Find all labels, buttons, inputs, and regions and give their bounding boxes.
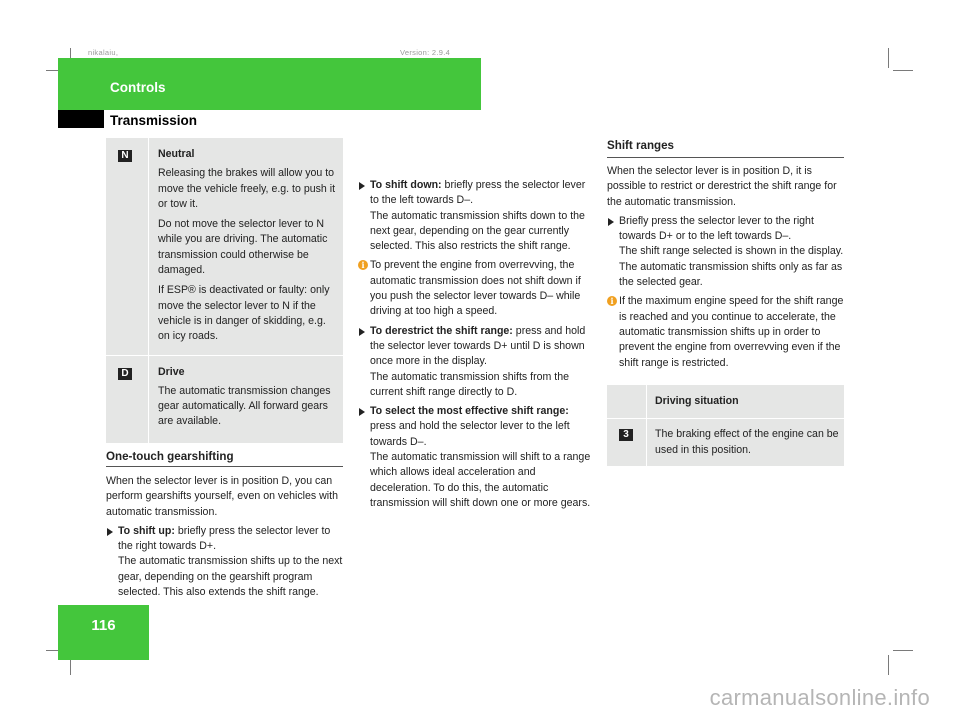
arrow-bullet-icon [608,218,614,226]
shift-range-text: Briefly press the selector lever to the right towards D+ or to the left towards D–. [619,214,814,243]
info-note [607,294,847,370]
section-tab [58,110,104,128]
crop-mark [888,655,889,675]
gear-paragraph: If ESP® is deactivated or faulty: only move the selector lever to N if the vehicle is in danger of skidding, e.g. on icy roads. [158,284,330,343]
section-title: Controls [110,80,166,95]
arrow-bullet-icon [359,182,365,190]
shift-range-step [607,214,847,245]
driving-situation-table [607,385,844,466]
info-text: If the maximum engine speed for the shift range is reached and you continue to accelerate, the automatic transmission shifts up in order to prevent the engine from overrevving even if the shift range is restricted. [619,295,844,369]
header-symbol-cell [607,385,647,418]
gear-description [149,356,343,443]
symbol-cell [607,419,647,466]
arrow-bullet-icon [359,408,365,416]
derestrict-label: To derestrict the shift range: [370,324,513,337]
watermark: carmanualsonline.info [709,685,930,710]
upshift-result: The automatic transmission shifts up to the next gear, depending on the gearshift program selected. This also extends the shift range. [118,555,343,599]
upshift-step [106,524,346,555]
downshift-text: briefly press the selector lever to the left towards D–. [370,179,586,207]
gear-table [106,138,343,443]
column-2-text [358,138,596,511]
gear-name: Neutral [158,148,195,160]
heading-rule [106,466,343,467]
one-touch-heading: One-touch gearshifting [106,450,234,463]
shift-ranges-heading: Shift ranges [607,139,674,152]
effective-result: The automatic transmission will shift to a range which allows ideal acceleration and deceleration. To do this, the automatic transmission will shift down one or more gears. [370,451,591,509]
gear-paragraph: Do not move the selector lever to N while you are driving. The automatic transmission could otherwise be damaged. [158,218,328,277]
arrow-bullet-icon [359,328,365,336]
info-icon: i [358,260,368,270]
crop-mark [893,70,913,71]
arrow-bullet-icon [107,528,113,536]
info-note [358,258,596,319]
effective-label: To select the most effective shift range: [370,405,569,418]
column-1-text [106,474,346,600]
downshift-step [358,178,596,209]
table-header-row [607,385,844,418]
table-cell: The braking effect of the engine can be used in this position. [655,428,839,456]
shift-ranges-intro: When the selector lever is in position D, it is possible to restrict or derestrict the shift range for the automatic transmission. [607,165,837,208]
derestrict-result: The automatic transmission shifts from the current shift range directly to D. [370,370,570,398]
gear-symbol-cell [106,138,149,355]
page-number: 116 [91,617,116,634]
gear-description [149,138,343,355]
info-text: To prevent the engine from overrevving, the automatic transmission does not shift down if you push the selector lever towards D– while driving at too high a speed. [370,259,581,318]
effective-text: press and hold the selector lever to the left towards D–. [370,420,570,448]
downshift-result: The automatic transmission shifts down to the next gear, depending on the gear currently selected. This also restricts the shift range. [370,209,585,253]
upshift-label: To shift up: [118,524,175,537]
effective-step [358,404,596,450]
upshift-text: briefly press the selector lever to the right towards D+. [118,524,331,553]
header-meta-left: nikalaiu, [88,48,119,57]
info-icon: i [607,296,617,306]
gear-d-icon: D [118,368,132,380]
column-3-text [607,164,847,371]
gear-row-neutral [106,138,343,356]
gear-3-icon: 3 [619,429,633,441]
downshift-label: To shift down: [370,179,442,191]
gear-n-icon: N [118,150,132,162]
shift-range-result: The shift range selected is shown in the display. The automatic transmission shifts only as far as the selected gear. [619,245,844,289]
gear-name: Drive [158,365,185,378]
table-row [607,418,844,466]
one-touch-intro: When the selector lever is in position D, you can perform gearshifts yourself, even on vehicles with automatic transmission. [106,475,338,518]
gear-row-drive [106,356,343,443]
derestrict-text: press and hold the selector lever towards D+ until D is shown once more in the display. [370,324,586,368]
crop-mark [888,48,889,68]
crop-mark [893,650,913,651]
page-number-box [58,605,149,660]
gear-paragraph: Releasing the brakes will allow you to move the vehicle freely, e.g. to push it or tow it. [158,167,336,210]
table-header: Driving situation [655,395,739,407]
heading-rule [607,157,844,158]
header-meta-right: Version: 2.9.4 [400,48,451,57]
subsection-title: Transmission [110,113,198,128]
gear-symbol-cell [106,356,149,443]
gear-paragraph: The automatic transmission changes gear automatically. All forward gears are available. [158,384,331,428]
derestrict-step [358,324,596,370]
